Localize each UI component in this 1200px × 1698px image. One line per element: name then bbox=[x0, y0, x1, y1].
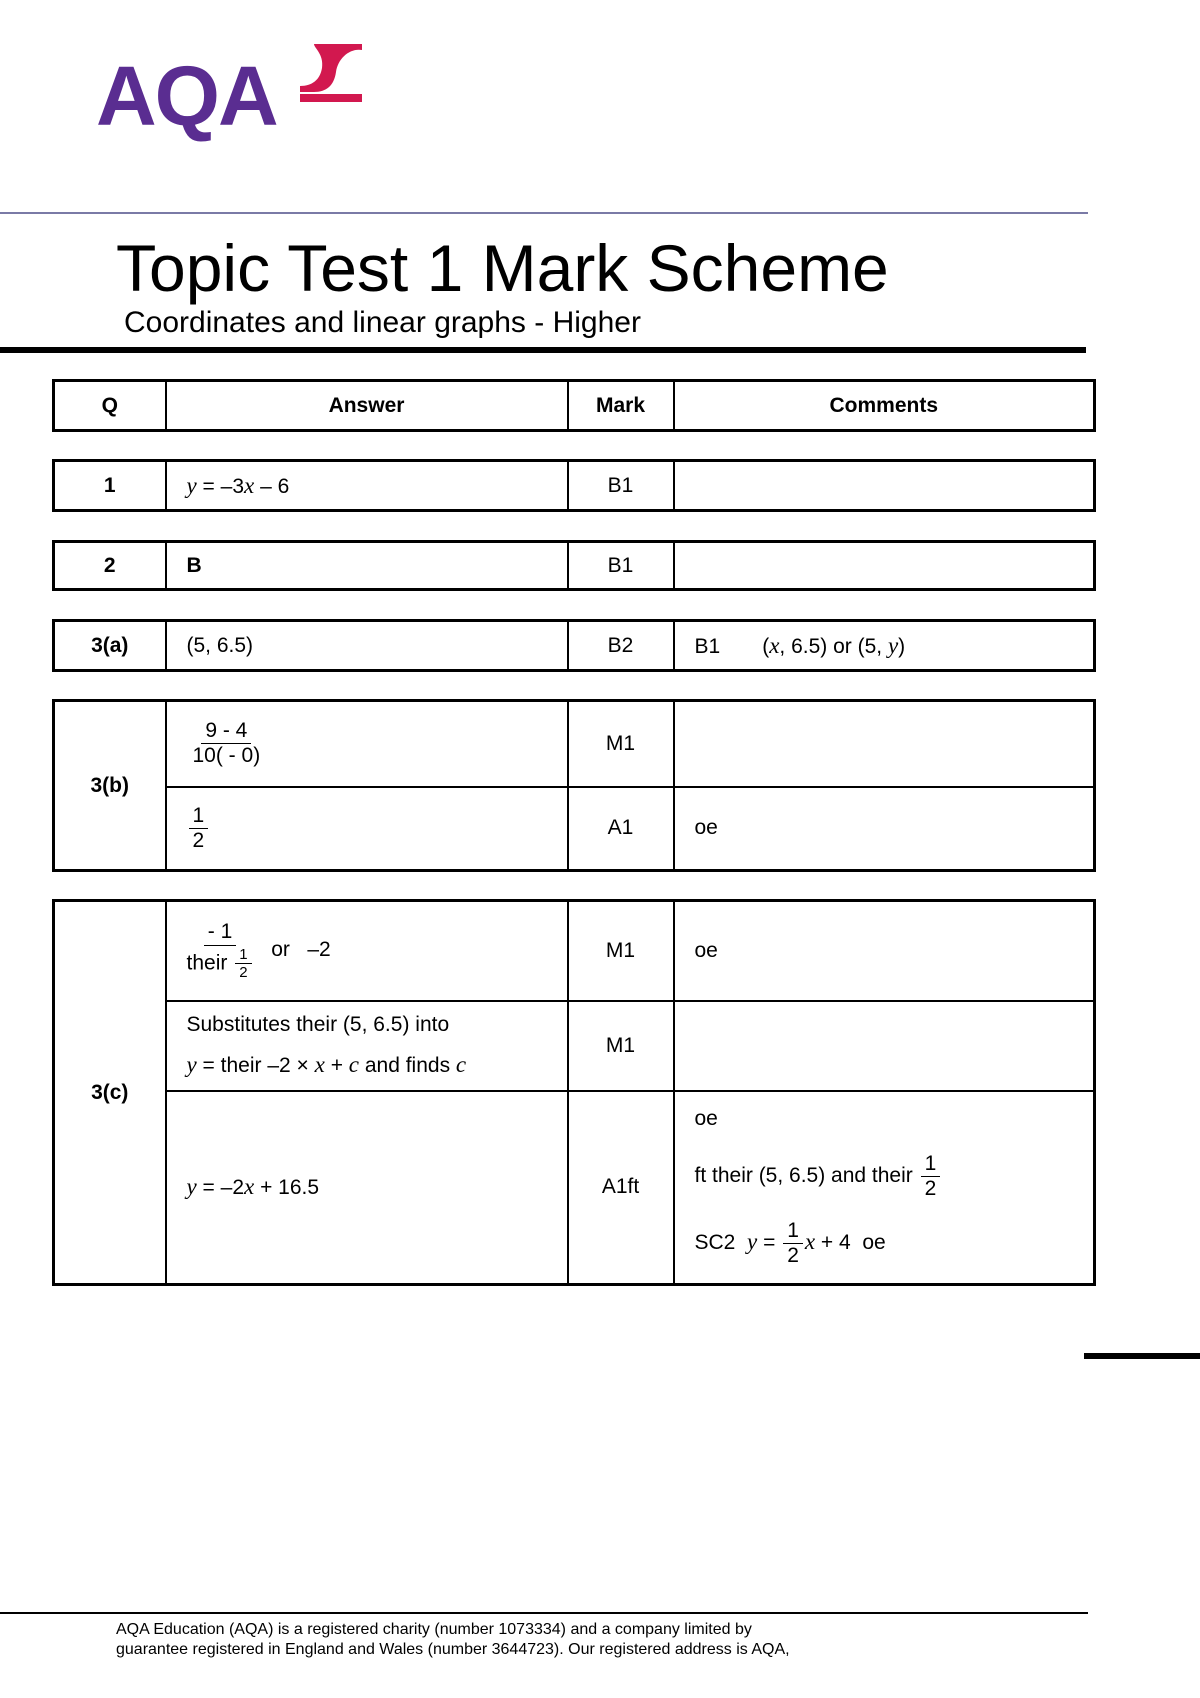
header-q: Q bbox=[54, 381, 166, 431]
footer-divider bbox=[0, 1612, 1088, 1614]
q3c-answer-3: y = –2x + 16.5 bbox=[166, 1091, 568, 1285]
question-3c-table bbox=[52, 899, 1096, 1286]
q3b-number: 3(b) bbox=[54, 701, 166, 871]
logo-text: AQA bbox=[96, 49, 277, 143]
q3c-answer-2: Substitutes their (5, 6.5) into y = their –2 × x + c and finds c bbox=[166, 1001, 568, 1091]
q2-mark: B1 bbox=[568, 542, 674, 590]
question-3a-table bbox=[52, 619, 1096, 672]
q3b-answer-2: $\frac{1}{2}$ bbox=[166, 787, 568, 871]
header-comments: Comments bbox=[674, 381, 1095, 431]
question-2-table bbox=[52, 540, 1096, 591]
question-3b-table bbox=[52, 699, 1096, 872]
header-mark: Mark bbox=[568, 381, 674, 431]
footer-line-1: AQA Education (AQA) is a registered charity (number 1073334) and a company limited by bbox=[116, 1621, 752, 1638]
q1-number: 1 bbox=[54, 461, 166, 511]
header-divider bbox=[0, 212, 1088, 214]
q1-comments bbox=[674, 461, 1095, 511]
q3b-answer-1: $\frac{9 - 4}{10( - 0)}$ bbox=[166, 701, 568, 787]
header-table bbox=[52, 379, 1096, 432]
q1-answer: y = –3x – 6 bbox=[166, 461, 568, 511]
aqa-logo bbox=[96, 44, 366, 143]
side-marker-bar bbox=[1084, 1353, 1200, 1359]
logo-leaf-icon bbox=[300, 44, 362, 102]
q2-number: 2 bbox=[54, 542, 166, 590]
q3c-comments-1: oe bbox=[674, 901, 1095, 1001]
q3c-number: 3(c) bbox=[54, 901, 166, 1285]
footer bbox=[116, 1620, 936, 1660]
q3c-comments-2 bbox=[674, 1001, 1095, 1091]
q3c-mark-1: M1 bbox=[568, 901, 674, 1001]
q3c-mark-3: A1ft bbox=[568, 1091, 674, 1285]
q2-answer: B bbox=[166, 542, 568, 590]
q3a-answer: (5, 6.5) bbox=[166, 621, 568, 671]
q3a-mark: B2 bbox=[568, 621, 674, 671]
q3b-mark-1: M1 bbox=[568, 701, 674, 787]
q1-mark: B1 bbox=[568, 461, 674, 511]
q3c-answer-1: - 1 their $\frac{1}{2}$ or –2 bbox=[166, 901, 568, 1001]
question-1-table bbox=[52, 459, 1096, 512]
q2-comments bbox=[674, 542, 1095, 590]
q3b-comments-2: oe bbox=[674, 787, 1095, 871]
page-subtitle: Coordinates and linear graphs - Higher bbox=[124, 306, 641, 339]
q3a-number: 3(a) bbox=[54, 621, 166, 671]
footer-line-2: guarantee registered in England and Wales (number 3644723). Our registered address is AQA, bbox=[116, 1641, 790, 1658]
q3c-mark-2: M1 bbox=[568, 1001, 674, 1091]
title-rule bbox=[0, 347, 1086, 353]
header-answer: Answer bbox=[166, 381, 568, 431]
page-title: Topic Test 1 Mark Scheme bbox=[116, 231, 889, 305]
q3b-mark-2: A1 bbox=[568, 787, 674, 871]
q3b-comments-1 bbox=[674, 701, 1095, 787]
q3a-comments: B1 (x, 6.5) or (5, y) bbox=[674, 621, 1095, 671]
q3c-comments-3: oe ft their (5, 6.5) and their $\frac{1}{2}$ SC2 y = $\frac{1}{2}$ x + 4 oe bbox=[674, 1091, 1095, 1285]
